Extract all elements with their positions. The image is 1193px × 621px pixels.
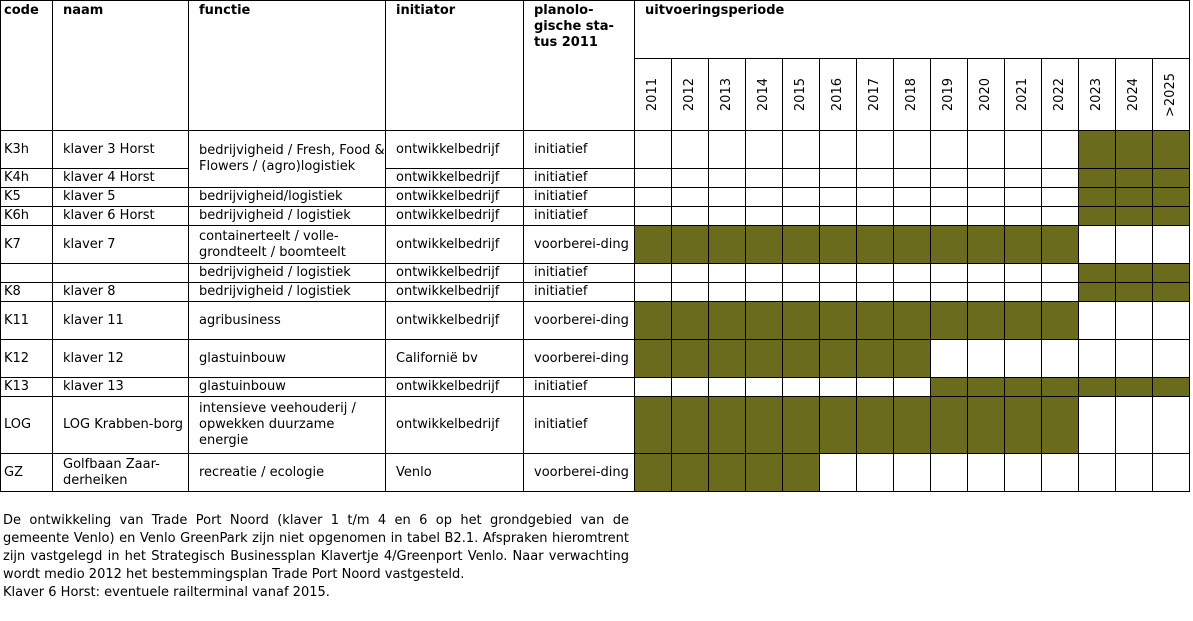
- cell-functie: bedrijvigheid / Fresh, Food & Flowers / (agro)logistiek: [189, 131, 386, 188]
- cell-initiator: ontwikkelbedrijf: [386, 207, 524, 226]
- period-cell-empty: [1079, 454, 1116, 492]
- year-label: 2012: [682, 77, 697, 112]
- year-label: 2013: [719, 77, 734, 112]
- cell-code: K12: [1, 340, 53, 378]
- period-cell-filled: [1042, 226, 1079, 264]
- period-cell-filled: [894, 340, 931, 378]
- cell-status: initiatief: [524, 264, 635, 283]
- period-cell-filled: [746, 397, 783, 454]
- cell-status: voorberei-ding: [524, 302, 635, 340]
- period-cell-filled: [635, 454, 672, 492]
- period-cell-empty: [1005, 454, 1042, 492]
- period-cell-empty: [857, 378, 894, 397]
- period-cell-filled: [820, 340, 857, 378]
- period-cell-filled: [709, 454, 746, 492]
- period-cell-filled: [1116, 169, 1153, 188]
- period-cell-empty: [894, 131, 931, 169]
- period-cell-empty: [1116, 302, 1153, 340]
- period-cell-filled: [857, 397, 894, 454]
- cell-functie: glastuinbouw: [189, 340, 386, 378]
- period-cell-filled: [1153, 188, 1190, 207]
- period-cell-filled: [1079, 131, 1116, 169]
- footnote-railterminal: Klaver 6 Horst: eventuele railterminal vanaf 2015.: [3, 585, 330, 600]
- period-cell-empty: [931, 264, 968, 283]
- cell-naam: klaver 3 Horst: [53, 131, 189, 169]
- period-cell-filled: [968, 302, 1005, 340]
- header-functie: functie: [189, 1, 386, 131]
- cell-initiator: ontwikkelbedrijf: [386, 378, 524, 397]
- period-cell-empty: [820, 169, 857, 188]
- period-cell-empty: [672, 131, 709, 169]
- cell-naam: Golfbaan Zaar-derheiken: [53, 454, 189, 492]
- period-cell-empty: [783, 169, 820, 188]
- cell-naam: [53, 264, 189, 283]
- period-cell-filled: [672, 226, 709, 264]
- period-cell-empty: [783, 131, 820, 169]
- period-cell-filled: [709, 397, 746, 454]
- period-cell-filled: [968, 226, 1005, 264]
- year-header: [1005, 59, 1042, 131]
- year-header: [931, 59, 968, 131]
- year-header: [857, 59, 894, 131]
- year-label: 2014: [756, 77, 771, 112]
- cell-code: K3h: [1, 131, 53, 169]
- cell-naam: klaver 12: [53, 340, 189, 378]
- period-cell-empty: [1079, 226, 1116, 264]
- period-cell-empty: [857, 454, 894, 492]
- period-cell-empty: [672, 283, 709, 302]
- cell-naam: klaver 11: [53, 302, 189, 340]
- period-cell-filled: [1153, 207, 1190, 226]
- period-cell-filled: [672, 397, 709, 454]
- period-cell-empty: [746, 169, 783, 188]
- period-cell-empty: [968, 264, 1005, 283]
- period-cell-filled: [709, 226, 746, 264]
- cell-naam: klaver 8: [53, 283, 189, 302]
- period-cell-filled: [1079, 169, 1116, 188]
- period-cell-empty: [820, 378, 857, 397]
- period-cell-empty: [783, 264, 820, 283]
- cell-status: initiatief: [524, 188, 635, 207]
- period-cell-empty: [857, 283, 894, 302]
- period-cell-empty: [709, 283, 746, 302]
- period-cell-filled: [894, 302, 931, 340]
- cell-functie: bedrijvigheid / logistiek: [189, 207, 386, 226]
- cell-naam: LOG Krabben-borg: [53, 397, 189, 454]
- cell-functie: glastuinbouw: [189, 378, 386, 397]
- cell-status: voorberei-ding: [524, 226, 635, 264]
- table-row: [1, 397, 1190, 454]
- cell-status: initiatief: [524, 207, 635, 226]
- period-cell-filled: [1005, 226, 1042, 264]
- year-header: [1042, 59, 1079, 131]
- cell-initiator: Venlo: [386, 454, 524, 492]
- period-cell-empty: [968, 454, 1005, 492]
- period-cell-empty: [1042, 188, 1079, 207]
- period-cell-filled: [1079, 188, 1116, 207]
- period-cell-empty: [635, 378, 672, 397]
- period-cell-empty: [783, 207, 820, 226]
- period-cell-empty: [635, 169, 672, 188]
- period-cell-empty: [820, 207, 857, 226]
- period-cell-empty: [1042, 283, 1079, 302]
- period-cell-empty: [1042, 169, 1079, 188]
- period-cell-empty: [709, 378, 746, 397]
- period-cell-filled: [672, 302, 709, 340]
- table-row: [1, 454, 1190, 492]
- period-cell-filled: [1153, 131, 1190, 169]
- year-label: 2019: [941, 77, 956, 112]
- table-row: [1, 131, 1190, 169]
- period-cell-empty: [968, 207, 1005, 226]
- period-cell-filled: [1116, 207, 1153, 226]
- cell-initiator: ontwikkelbedrijf: [386, 131, 524, 169]
- period-cell-empty: [1005, 207, 1042, 226]
- period-cell-empty: [1153, 226, 1190, 264]
- table-row: [1, 188, 1190, 207]
- period-cell-empty: [968, 283, 1005, 302]
- footnotes: [3, 512, 629, 602]
- cell-functie: recreatie / ecologie: [189, 454, 386, 492]
- cell-naam: klaver 13: [53, 378, 189, 397]
- period-cell-filled: [1042, 302, 1079, 340]
- period-cell-empty: [746, 264, 783, 283]
- period-cell-empty: [1153, 340, 1190, 378]
- period-cell-empty: [672, 188, 709, 207]
- period-cell-empty: [635, 207, 672, 226]
- period-cell-empty: [820, 188, 857, 207]
- year-header: [746, 59, 783, 131]
- year-header: [1079, 59, 1116, 131]
- period-cell-filled: [783, 454, 820, 492]
- period-cell-empty: [1153, 302, 1190, 340]
- period-cell-filled: [931, 378, 968, 397]
- cell-initiator: ontwikkelbedrijf: [386, 283, 524, 302]
- period-cell-empty: [820, 131, 857, 169]
- period-cell-empty: [672, 378, 709, 397]
- period-cell-filled: [1116, 378, 1153, 397]
- period-cell-filled: [783, 397, 820, 454]
- footnote-paragraph: De ontwikkeling van Trade Port Noord (klaver 1 t/m 4 en 6 op het grondgebied van de gemeente Venlo) en Venlo GreenPark zijn niet opgenomen in tabel B2.1. Afspraken hieromtrent zijn vastgelegd in het Strategisch Businessplan Klavertje 4/Greenport Venlo. Naar verwachting wordt medio 2012 het bestemmingsplan Trade Port Noord vastgesteld.: [3, 513, 629, 582]
- period-cell-empty: [894, 264, 931, 283]
- year-header: [635, 59, 672, 131]
- period-cell-empty: [1005, 169, 1042, 188]
- period-cell-filled: [1153, 264, 1190, 283]
- period-cell-filled: [820, 226, 857, 264]
- year-header: [894, 59, 931, 131]
- period-cell-filled: [1042, 397, 1079, 454]
- period-cell-empty: [894, 207, 931, 226]
- cell-initiator: ontwikkelbedrijf: [386, 302, 524, 340]
- year-label: 2021: [1015, 77, 1030, 112]
- period-cell-filled: [783, 302, 820, 340]
- cell-functie: agribusiness: [189, 302, 386, 340]
- header-status: planolo- gische sta- tus 2011: [524, 1, 635, 131]
- period-cell-filled: [931, 302, 968, 340]
- header-initiator: initiator: [386, 1, 524, 131]
- table-row: [1, 264, 1190, 283]
- year-header: [672, 59, 709, 131]
- year-label: >2025: [1163, 72, 1179, 117]
- period-cell-empty: [1042, 264, 1079, 283]
- period-cell-empty: [1153, 397, 1190, 454]
- period-cell-filled: [1116, 188, 1153, 207]
- period-cell-empty: [931, 131, 968, 169]
- period-cell-filled: [1153, 283, 1190, 302]
- period-cell-empty: [894, 169, 931, 188]
- cell-functie: bedrijvigheid/logistiek: [189, 188, 386, 207]
- period-cell-empty: [894, 454, 931, 492]
- cell-functie: containerteelt / volle-grondteelt / boomteelt: [189, 226, 386, 264]
- period-cell-empty: [968, 340, 1005, 378]
- cell-status: initiatief: [524, 169, 635, 188]
- cell-naam: klaver 4 Horst: [53, 169, 189, 188]
- cell-functie: intensieve veehouderij / opwekken duurzame energie: [189, 397, 386, 454]
- period-cell-empty: [635, 264, 672, 283]
- period-cell-empty: [931, 283, 968, 302]
- period-cell-empty: [894, 378, 931, 397]
- year-label: 2023: [1089, 77, 1104, 112]
- period-cell-filled: [783, 226, 820, 264]
- period-cell-empty: [1042, 340, 1079, 378]
- period-cell-filled: [783, 340, 820, 378]
- period-cell-filled: [635, 302, 672, 340]
- period-cell-filled: [1005, 378, 1042, 397]
- table-row: [1, 340, 1190, 378]
- period-cell-empty: [783, 188, 820, 207]
- period-cell-filled: [1005, 302, 1042, 340]
- period-cell-empty: [931, 188, 968, 207]
- period-cell-empty: [857, 188, 894, 207]
- period-cell-filled: [746, 302, 783, 340]
- period-cell-filled: [1079, 264, 1116, 283]
- cell-status: voorberei-ding: [524, 454, 635, 492]
- cell-code: GZ: [1, 454, 53, 492]
- period-cell-empty: [968, 131, 1005, 169]
- period-cell-empty: [1042, 131, 1079, 169]
- period-cell-filled: [1079, 378, 1116, 397]
- period-cell-empty: [635, 131, 672, 169]
- year-header: [1153, 59, 1190, 131]
- period-cell-filled: [968, 378, 1005, 397]
- period-cell-empty: [1042, 207, 1079, 226]
- period-cell-filled: [1079, 283, 1116, 302]
- cell-initiator: Californië bv: [386, 340, 524, 378]
- period-cell-filled: [635, 226, 672, 264]
- period-cell-filled: [857, 302, 894, 340]
- period-cell-empty: [635, 188, 672, 207]
- period-cell-empty: [894, 283, 931, 302]
- cell-code: [1, 264, 53, 283]
- period-cell-empty: [746, 207, 783, 226]
- period-cell-empty: [1005, 340, 1042, 378]
- period-cell-empty: [1042, 454, 1079, 492]
- period-cell-filled: [820, 397, 857, 454]
- cell-initiator: ontwikkelbedrijf: [386, 397, 524, 454]
- year-label: 2016: [830, 77, 845, 112]
- cell-code: K13: [1, 378, 53, 397]
- period-cell-empty: [746, 378, 783, 397]
- period-cell-filled: [746, 340, 783, 378]
- period-cell-filled: [635, 397, 672, 454]
- period-cell-filled: [1042, 378, 1079, 397]
- table-row: [1, 226, 1190, 264]
- period-cell-empty: [709, 264, 746, 283]
- header-naam: naam: [53, 1, 189, 131]
- period-cell-empty: [1116, 397, 1153, 454]
- cell-status: initiatief: [524, 378, 635, 397]
- period-cell-filled: [709, 302, 746, 340]
- year-label: 2017: [867, 77, 882, 112]
- period-cell-filled: [894, 226, 931, 264]
- header-row: [1, 1, 1190, 59]
- period-cell-empty: [820, 283, 857, 302]
- year-label: 2018: [904, 77, 919, 112]
- period-cell-filled: [709, 340, 746, 378]
- period-cell-filled: [1116, 131, 1153, 169]
- period-cell-filled: [894, 397, 931, 454]
- period-cell-filled: [746, 226, 783, 264]
- period-cell-empty: [931, 169, 968, 188]
- period-cell-filled: [857, 340, 894, 378]
- period-cell-empty: [1005, 264, 1042, 283]
- cell-status: voorberei-ding: [524, 340, 635, 378]
- cell-initiator: ontwikkelbedrijf: [386, 188, 524, 207]
- period-cell-empty: [1116, 454, 1153, 492]
- period-cell-empty: [857, 169, 894, 188]
- cell-initiator: ontwikkelbedrijf: [386, 264, 524, 283]
- period-cell-empty: [635, 283, 672, 302]
- cell-naam: klaver 6 Horst: [53, 207, 189, 226]
- period-cell-empty: [1153, 454, 1190, 492]
- table-row: [1, 207, 1190, 226]
- period-cell-empty: [894, 188, 931, 207]
- period-cell-empty: [931, 207, 968, 226]
- cell-code: K5: [1, 188, 53, 207]
- period-cell-empty: [1079, 340, 1116, 378]
- year-label: 2020: [978, 77, 993, 112]
- cell-code: K11: [1, 302, 53, 340]
- period-cell-empty: [672, 264, 709, 283]
- table-row: [1, 169, 1190, 188]
- period-cell-filled: [1116, 264, 1153, 283]
- period-cell-empty: [857, 264, 894, 283]
- year-label: 2011: [645, 77, 660, 112]
- period-cell-empty: [709, 188, 746, 207]
- year-label: 2024: [1126, 77, 1141, 112]
- period-cell-empty: [783, 378, 820, 397]
- period-cell-empty: [820, 454, 857, 492]
- cell-initiator: ontwikkelbedrijf: [386, 169, 524, 188]
- period-cell-filled: [1116, 283, 1153, 302]
- period-cell-empty: [1005, 188, 1042, 207]
- period-cell-filled: [1079, 207, 1116, 226]
- cell-functie: bedrijvigheid / logistiek: [189, 283, 386, 302]
- period-cell-empty: [783, 283, 820, 302]
- period-cell-empty: [746, 188, 783, 207]
- period-cell-empty: [1079, 397, 1116, 454]
- cell-naam: klaver 5: [53, 188, 189, 207]
- cell-functie: bedrijvigheid / logistiek: [189, 264, 386, 283]
- cell-code: K8: [1, 283, 53, 302]
- year-label: 2015: [793, 77, 808, 112]
- cell-code: K4h: [1, 169, 53, 188]
- period-cell-filled: [968, 397, 1005, 454]
- period-cell-filled: [1153, 169, 1190, 188]
- year-header: [1116, 59, 1153, 131]
- header-code: code: [1, 1, 53, 131]
- period-cell-empty: [1116, 226, 1153, 264]
- cell-code: K6h: [1, 207, 53, 226]
- period-cell-empty: [709, 207, 746, 226]
- cell-status: initiatief: [524, 131, 635, 169]
- period-cell-empty: [1079, 302, 1116, 340]
- period-cell-filled: [672, 454, 709, 492]
- period-cell-filled: [1153, 378, 1190, 397]
- year-header: [709, 59, 746, 131]
- cell-code: K7: [1, 226, 53, 264]
- period-cell-empty: [746, 131, 783, 169]
- period-cell-filled: [931, 397, 968, 454]
- year-header: [820, 59, 857, 131]
- period-cell-empty: [931, 340, 968, 378]
- period-cell-filled: [931, 226, 968, 264]
- period-cell-empty: [857, 131, 894, 169]
- cell-status: initiatief: [524, 283, 635, 302]
- period-cell-empty: [857, 207, 894, 226]
- cell-status: initiatief: [524, 397, 635, 454]
- period-cell-filled: [672, 340, 709, 378]
- period-cell-filled: [746, 454, 783, 492]
- period-cell-empty: [1005, 283, 1042, 302]
- period-cell-empty: [820, 264, 857, 283]
- period-cell-empty: [1116, 340, 1153, 378]
- period-cell-empty: [672, 207, 709, 226]
- period-cell-empty: [1005, 131, 1042, 169]
- period-cell-empty: [931, 454, 968, 492]
- table-row: [1, 283, 1190, 302]
- cell-code: LOG: [1, 397, 53, 454]
- year-label: 2022: [1052, 77, 1067, 112]
- header-periode: uitvoeringsperiode: [635, 1, 1190, 59]
- cell-naam: klaver 7: [53, 226, 189, 264]
- period-cell-empty: [709, 131, 746, 169]
- period-cell-filled: [820, 302, 857, 340]
- table-row: [1, 302, 1190, 340]
- year-header: [968, 59, 1005, 131]
- period-cell-filled: [857, 226, 894, 264]
- cell-initiator: ontwikkelbedrijf: [386, 226, 524, 264]
- period-cell-empty: [672, 169, 709, 188]
- period-cell-empty: [968, 188, 1005, 207]
- table-row: [1, 378, 1190, 397]
- period-cell-empty: [709, 169, 746, 188]
- period-cell-filled: [1005, 397, 1042, 454]
- year-header: [783, 59, 820, 131]
- period-cell-empty: [968, 169, 1005, 188]
- period-cell-empty: [746, 283, 783, 302]
- period-cell-filled: [635, 340, 672, 378]
